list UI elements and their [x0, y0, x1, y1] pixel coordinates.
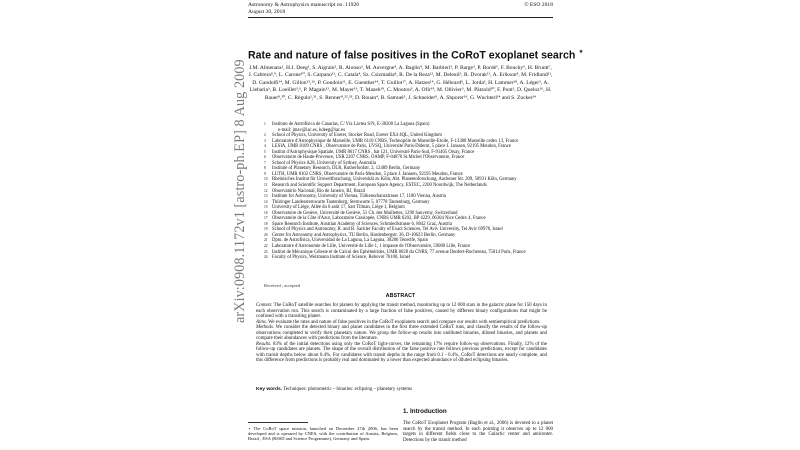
affiliation-text: Rheinisches Institut für Umweltforschung, Universität zu Köln, Abt. Planetenforschung, Aachener Str. 209, 50931 Köln, Germany — [272, 177, 517, 183]
abstract-aims-text: We evaluate the rates and nature of false positives in the CoRoT exoplanets search and compare our results with semiempirical predictions. — [268, 319, 541, 325]
affiliation-number: 4 — [264, 144, 266, 149]
introduction-text: The CoRoT Exoplanet Program (Baglin et al., 2006) is devoted to a planet search by the transit method. In each pointing it observes up to 12 000 targets in different fields close to the Galactic center and anticenter. Detections by the transit method — [403, 421, 553, 444]
affiliation-number: 7 — [264, 160, 266, 165]
paper-title-text: Rate and nature of false positives in the CoRoT exoplanet search — [248, 49, 576, 62]
affiliation-number: 19 — [264, 227, 268, 232]
abstract — [256, 303, 547, 364]
affiliation-text: LESIA, UMR 8109 CNRS , Observatoire de Paris, UVSQ, Université Paris-Diderot, 5 place J. Janssen, 92195 Meudon, France — [272, 144, 511, 150]
abstract-heading: ABSTRACT — [385, 293, 416, 299]
affiliation-text: University of Liège, Allée du 6 août 17, Sart Tilman, Liège 1, Belgium — [272, 205, 405, 211]
affiliation-text: Space Research Institute, Austrian Academy of Sciences, Schmiedlstrasse 6, 8042 Graz, Austria — [272, 221, 452, 227]
affiliation-text: Institute for Astronomy, University of Vienna, Türkenschanzstrasse 17, 1180 Vienna, Austria — [272, 194, 446, 200]
affiliation-number: 21 — [264, 238, 268, 243]
arxiv-stamp: arXiv:0908.1172v1 [astro-ph.EP] 8 Aug 2009 — [232, 59, 248, 323]
journal-line: Astronomy & Astrophysics manuscript no. 11926 — [248, 2, 360, 8]
affiliation-text: Laboratoire d'Astrophysique de Marseille, UMR 6110 CNRS, Technopôle de Marseille-Etoile, F-13388 Marseille cedex 13, France — [272, 138, 519, 144]
copyright: © ESO 2018 — [524, 2, 553, 8]
affiliation-item — [264, 255, 551, 261]
author-list: J.M. Almenara¹, H.J. Deeg¹, S. Aigrain², R. Alonso³, M. Auvergne⁴, A. Baglin⁴, M. Barbieri³, P. Barge³, P. Bordé⁵, F. Bouchy⁶, H. Bruntt⁷, J. Cabrera⁸,⁹, L. Carone¹⁰, S. Carpano¹¹, C. Catala⁴, Sz. Csizmadia⁸, R. De la Reza¹², M. Deleuil³, R. Dvorak¹³, A. Erikson⁸, M. Fridlund¹¹, D. Gandolfi¹⁴, M. Gillon¹⁵,¹⁶, P. Gondoin¹¹, E. Guenther¹⁴, T. Guillot¹⁷, A. Hatzes¹⁴, G. Hébrard⁶, L. Jorda³, H. Lammer¹⁸, A. Léger⁵, A. Llebaria³, B. Loeillet³,⁶, P. Magain¹⁵, M. Mayer¹³, T. Mazeh¹⁹, C. Moutou³, A. Ofir¹⁹, M. Ollivier⁵, M. Pätzold¹⁰, F. Pont², D. Queloz¹⁶, H. Rauer⁸,²⁰, C. Régulo¹,²¹, S. Renner⁸,²²,²³, D. Rouan⁴, B. Samuel⁵, J. Schneider⁹, A. Shporer¹⁹, G. Wuchterl¹⁴ and S. Zucker²⁴ — [248, 65, 553, 101]
affiliation-number: 6 — [264, 155, 266, 160]
affiliation-number: 10 — [264, 177, 268, 182]
affiliation-number: 2 — [264, 133, 266, 138]
footnote-rule — [248, 422, 308, 423]
affiliation-text: Instituto de Astrofísica de Canarias, C/ Vía Láctea S/N, E-38200 La Laguna (Spain) — [272, 122, 430, 127]
affiliation-number: 20 — [264, 232, 268, 237]
section-heading-introduction: 1. Introduction — [403, 408, 447, 415]
affiliation-text: e-mail: jmav@iac.es, hdeeg@iac.es — [278, 127, 346, 133]
paper-title — [248, 45, 584, 63]
abstract-context-label: Context. — [256, 303, 273, 308]
affiliation-number: 23 — [264, 249, 268, 254]
abstract-methods-label: Methods. — [256, 325, 275, 331]
title-footnote-mark: ⋆ — [578, 46, 584, 56]
affiliation-text: Faculty of Physics, Weizmann Institute of Science, Rehovot 76100, Israel — [272, 255, 411, 261]
affiliation-number: 15 — [264, 205, 268, 210]
abstract-results — [256, 342, 547, 364]
received-line: Received ; accepted — [264, 283, 300, 288]
affiliation-text: Center for Astronomy and Astrophysics, TU Berlin, Hardenbergstr. 36, D-10623 Berlin, Germany — [272, 232, 456, 238]
affiliation-number: 18 — [264, 221, 268, 226]
manuscript-date: August 30, 2018 — [248, 9, 286, 15]
affiliation-text: School of Physics and Astronomy, R. and B. Sackler Faculty of Exact Sciences, Tel Aviv University, Tel Aviv 69978, Israel — [272, 227, 503, 233]
keywords — [256, 387, 547, 393]
affiliation-number: 16 — [264, 210, 268, 215]
affiliation-text: Dpto. de Astrofísica, Universidad de La Laguna, La Laguna, 38206 Tenerife, Spain — [272, 238, 429, 244]
affiliation-number: 1 — [264, 122, 266, 126]
affiliation-list — [264, 122, 551, 261]
affiliation-number: 9 — [264, 171, 266, 176]
affiliation-number: 3 — [264, 138, 266, 143]
affiliation-text: Thüringer Landessternwarte Tautenburg, Sternwarte 5, 07778 Tautenburg, Germany — [272, 199, 430, 205]
abstract-results-text: 83% of the initial detections using only the CoRoT light-curves, the remaining 17% require follow-up observations. Finally, 12% of the follow-up candidates are planets. The shape of the overall distribution of the false positive rate follows previous predictions, except for candidates with transit depths below about 0.4%. For candidates with transit depths in the range from 0.1 - 0.4%, CoRoT detections are nearly complete, and this difference from predictions is probably real and dominated by a lower than expected abundance of diluted eclipsing binaries. — [256, 341, 547, 364]
footnote: ⋆ The CoRoT space mission, launched on December 27th 2006, has been developed and is operated by CNES, with the contribution of Austria, Belgium, Brazil , ESA (RSSD and Science Programme), Germany and Spain. — [248, 426, 398, 442]
left-column — [248, 414, 398, 442]
abstract-results-label: Results. — [256, 341, 272, 347]
affiliation-text: Institute of Planetary Research, DLR, Rutherfordstr. 2, 12489 Berlin, Germany — [272, 166, 421, 172]
affiliation-text: School of Physics A28, University of Sydney, Australia — [272, 160, 376, 166]
affiliation-text: Institut de Mécanique Céleste et de Calcul des Ephémérides, UMR 8028 du CNRS, 77 avenue Denfert-Rochereau, 75014 Paris, France — [272, 249, 526, 255]
affiliation-text: Institut d'Astrophysique Spatiale, UMR 8617 CNRS , bat 121, Université Paris-Sud, F-91405 Orsay, France — [272, 149, 475, 155]
header-rule — [248, 17, 553, 18]
affiliation-number: 17 — [264, 216, 268, 221]
affiliation-text: School of Physics, University of Exeter, Stocker Road, Exeter EX4 4QL, United Kingdom — [272, 133, 442, 139]
affiliation-number: 5 — [264, 149, 266, 154]
affiliation-number: 8 — [264, 166, 266, 171]
affiliation-text: Observatoire de Genève, Université de Genève, 51 Ch. des Maillettes, 1290 Sauverny, Switzerland — [272, 210, 458, 216]
affiliation-text: LUTH, UMR 8102 CNRS, Observatoire de Paris-Meudon, 5 place J. Janssen, 92195 Meudon, France — [272, 171, 463, 177]
abstract-aims-label: Aims. — [256, 319, 268, 325]
affiliation-number: 11 — [264, 183, 268, 188]
affiliation-text: Observatório Nacional, Rio de Janeiro, RJ, Brazil — [272, 188, 366, 194]
right-column — [403, 408, 553, 444]
affiliation-text: Observatoire de Haute-Provence, USR 2207 CNRS, OAMP, F-04870 St.Michel l'Observatoire, France — [272, 155, 465, 161]
abstract-methods-text: We consider the detected binary and planet candidates in the first three extended CoRoT runs, and classify the results of the follow-up observations completed to verify their planetary nature. We group the follow-up results into undiluted binaries, diluted binaries, and planets and compare their abundances with predictions from the literature. — [256, 325, 547, 342]
affiliation-text: Laboratoire d'Astronomie de Lille, Université de Lille 1, 1 impasse de l'Observatoire, 59000 Lille, France — [272, 244, 471, 250]
affiliation-number: 24 — [264, 255, 268, 260]
affiliation-number: 14 — [264, 199, 268, 204]
affiliation-text: Research and Scientific Support Department, European Space Agency, ESTEC, 2200 Noordwijk, The Netherlands — [272, 183, 487, 189]
affiliation-number: 13 — [264, 194, 268, 199]
keywords-label: Key words. — [256, 387, 283, 392]
affiliation-text: Observatoire de la Côte d'Azur, Laboratoire Cassiopée, CNRS UMR 6202, BP 4229, 06304 Nice Cedex 4, France — [272, 216, 486, 222]
abstract-context-text: The CoRoT satellite searches for planets by applying the transit method, monitoring up to 12 000 stars in the galactic plane for 150 days in each observation run. This search is contaminated by a large fraction of false positives, caused by different binary configurations that might be confused with a transiting planet. — [256, 303, 547, 320]
affiliation-number: 12 — [264, 188, 268, 193]
keywords-text: Techniques: photometric – binaries: eclipsing – planetary systems — [283, 387, 413, 392]
abstract-methods — [256, 325, 547, 342]
affiliation-number: 22 — [264, 244, 268, 249]
running-head — [248, 2, 553, 16]
paper-page — [228, 0, 584, 450]
abstract-context — [256, 303, 547, 320]
